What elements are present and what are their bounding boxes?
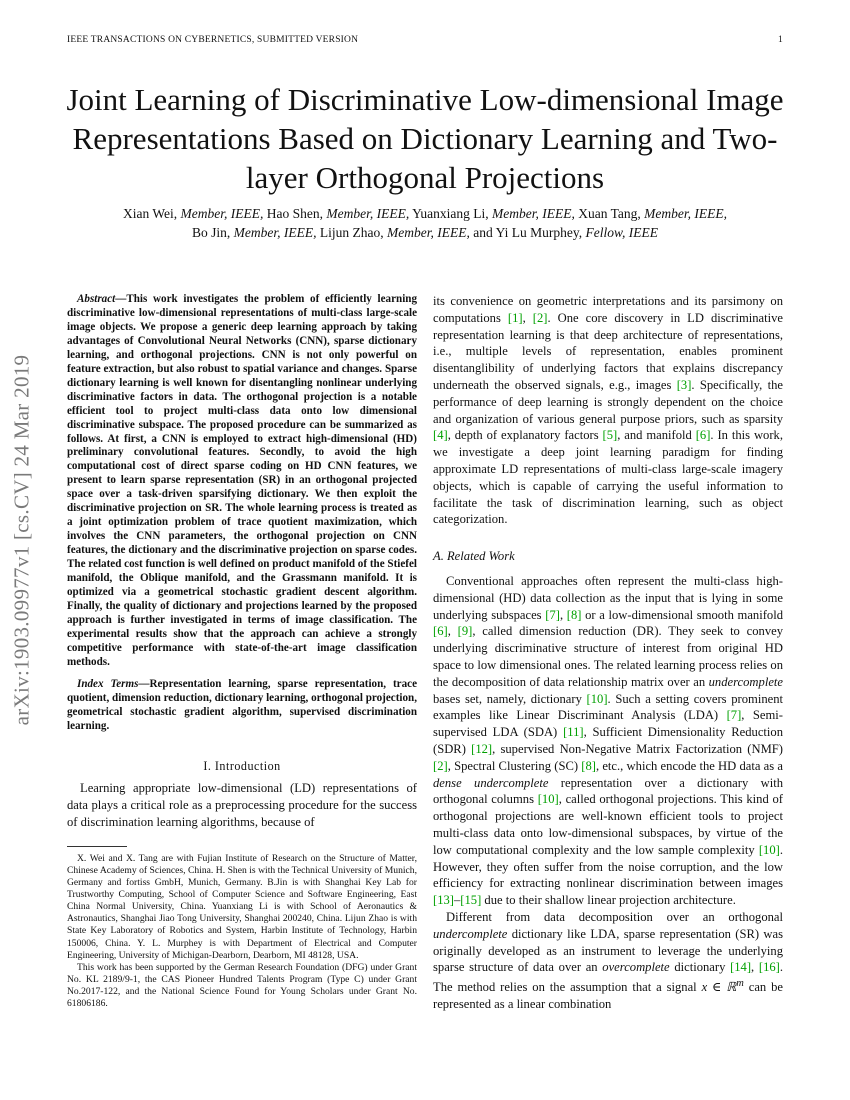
text-run: . One core discovery in LD discriminative representation learning is that deep architecture of representations, i.e., multiple levels of representation, enables prominent disentanglibility of underlying factors that explains discrepancy underneath the observed signals, e.g., images bbox=[433, 310, 784, 392]
author-name: Hao Shen, bbox=[266, 206, 323, 221]
citation-link[interactable]: [8] bbox=[566, 607, 582, 622]
author-affiliation: Member, IEEE, bbox=[326, 206, 410, 221]
citation-link[interactable]: [2] bbox=[532, 310, 548, 325]
index-terms-label: Index Terms bbox=[77, 677, 139, 690]
journal-header: IEEE TRANSACTIONS ON CYBERNETICS, SUBMITTED VERSION bbox=[67, 35, 359, 45]
index-terms-text: —Representation learning, sparse representation, trace quotient, dimension reduction, dictionary learning, orthogonal projection, geometrical stochastic gradient algorithm, supervised discrimination learning. bbox=[67, 677, 417, 732]
text-run: representation over a dictionary with orthogonal columns bbox=[433, 775, 783, 807]
text-run: – bbox=[453, 893, 461, 908]
left-column bbox=[67, 293, 417, 1010]
citation-link[interactable]: [14] bbox=[730, 960, 752, 975]
citation-link[interactable]: [7] bbox=[726, 708, 742, 723]
emphasis: dense undercomplete bbox=[433, 775, 549, 790]
citation-link[interactable]: [11] bbox=[563, 725, 584, 740]
text-run: dictionary like LDA, sparse representation (SR) was originally developed as an instrument to leverage the underlying sparse structure of data over an bbox=[433, 926, 783, 975]
footnote-rule bbox=[67, 846, 127, 847]
author-name: Yuanxiang Li, bbox=[412, 206, 489, 221]
abstract bbox=[67, 293, 417, 670]
text-run: , and manifold bbox=[617, 428, 696, 443]
text-run: . However, they often suffer from the noise corruption, and the low efficiency for extracting nonlinear discrimination between images bbox=[433, 842, 783, 891]
text-run: Conventional approaches often represent the multi-class high-dimensional (HD) data collection as the input that is lying in some underlying subspaces bbox=[433, 574, 783, 622]
text-run: , bbox=[522, 310, 533, 325]
author-name: Xuan Tang, bbox=[578, 206, 641, 221]
text-run: or a low-dimensional smooth manifold bbox=[581, 607, 783, 622]
abstract-text: —This work investigates the problem of efficiently learning discriminative low-dimensional representations of multi-class large-scale image objects. We propose a generic deep learning approach by taking advantages of Convolutional Neural Networks (CNN), sparse dictionary learning, and orthogonal projections. CNN is not only powerful on feature extraction, but also robust to spatial variance and changes. Sparse dictionary learning is well known for disentangling nonlinear underlying discriminative factors in data. The orthogonal projection is a notable efficient tool to project multi-class data onto low dimensional discriminative subspace. The proposed procedure can be summarized as follows. At first, a CNN is employed to extract high-dimensional (HD) preliminary convolutional features. Secondly, to avoid the high computational cost of direct sparse coding on HD CNN features, we present to learn sparse representation (SR) in an orthogonal projected space over a task-driven sparsifying dictionary. We then exploit the discriminative projection on SR. The whole learning process is treated as a joint optimization problem of trace quotient maximization, which involves the CNN parameters, the orthogonal projection on CNN features, the dictionary and the discriminative projection on sparse codes. The related cost function is well defined on product manifold of the Stiefel manifold, the Oblique manifold, and the Grassmann manifold. It is optimized via a geometrical stochastic gradient descent algorithm. Finally, the quality of dictionary and projections learned by the proposed approach is further investigated in terms of image classification. The experimental results show that the approach can achieve a strongly competitive performance with state-of-the-art image classification methods. bbox=[67, 293, 417, 668]
intro-paragraph: Learning appropriate low-dimensional (LD) representations of data plays a critical role as a preprocessing procedure for the success of discrimination learning algorithms, because of bbox=[67, 781, 417, 830]
text-run: , called dimension reduction (DR). They seek to convey underlying discriminative structure of interest from original HD space to low dimensional ones. The related learning process relies on the decomposition of data relationship matrix over an bbox=[433, 624, 784, 689]
right-column bbox=[433, 293, 783, 1013]
author-affiliation: Member, IEEE, bbox=[491, 206, 575, 221]
arxiv-sidebar-stamp bbox=[7, 290, 37, 790]
body-paragraph bbox=[433, 909, 783, 1013]
citation-link[interactable]: [3] bbox=[676, 377, 692, 392]
footnote-affiliations: X. Wei and X. Tang are with Fujian Institute of Research on the Structure of Matter, Chinese Academy of Sciences, China. H. Shen is with the Technical University of Munich, Germany and fortiss GmbH, Munich, Germany. B.Jin is with Shanghai Key Lab for Trustworthy Computing, School of Computer Science and Software Engineering, East China Normal University, China. Yuanxiang Li is with School of Aeronautics & Astronautics, Shanghai Jiao Tong University, Shanghai 200240, China. Lijun Zhao is with State Key Laboratory of Robotics and System, Harbin Institute of Technology, Harbin 150006, China. Y. L. Murphey is with Department of Electrical and Computer Engineering, University of Michigan-Dearborn, Dearborn, MI 48128, USA. bbox=[67, 852, 417, 961]
citation-link[interactable]: [2] bbox=[433, 758, 448, 773]
text-run: , supervised Non-Negative Matrix Factorization (NMF) bbox=[492, 742, 783, 757]
author-affiliation: Fellow, IEEE bbox=[585, 225, 658, 240]
author-list bbox=[60, 204, 790, 242]
body-paragraph bbox=[433, 573, 783, 909]
citation-link[interactable]: [16] bbox=[758, 960, 780, 975]
text-run: . The method relies on the assumption that a signal bbox=[433, 960, 784, 995]
text-run: can be represented as a linear combination bbox=[433, 980, 783, 1012]
text-run: , called orthogonal projections. This kind of orthogonal projections are well-known efficient tools to project multi-class data onto low-dimensional subspaces, by virtue of the low computational complexity and the low sample complexity bbox=[433, 792, 783, 857]
citation-link[interactable]: [9] bbox=[457, 624, 473, 639]
text-run: , Semi-supervised LDA (SDA) bbox=[433, 708, 783, 740]
text-run: . Such a setting covers prominent examples like Linear Discriminant Analysis (LDA) bbox=[433, 691, 783, 723]
text-run: , Spectral Clustering (SC) bbox=[447, 758, 582, 773]
citation-link[interactable]: [7] bbox=[545, 607, 560, 622]
author-affiliation: Member, IEEE, bbox=[387, 225, 470, 240]
citation-link[interactable]: [6] bbox=[433, 624, 448, 639]
text-run: due to their shallow linear projection architecture. bbox=[481, 893, 736, 908]
author-name: Xian Wei, bbox=[122, 206, 178, 221]
citation-link[interactable]: [5] bbox=[602, 428, 618, 443]
text-run: . Specifically, the performance of deep learning is strongly dependent on the choice and organization of various general purpose priors, such as sparsity bbox=[433, 377, 783, 426]
index-terms bbox=[67, 678, 417, 734]
math-superscript: m bbox=[736, 978, 744, 990]
text-run: bases set, namely, dictionary bbox=[433, 691, 587, 706]
text-run: , depth of explanatory factors bbox=[447, 428, 603, 443]
citation-link[interactable]: [1] bbox=[507, 310, 523, 325]
citation-link[interactable]: [10] bbox=[758, 842, 780, 857]
citation-link[interactable]: [15] bbox=[460, 893, 482, 908]
text-run: , etc., which encode the HD data as a bbox=[595, 758, 783, 773]
text-run: , bbox=[447, 624, 458, 639]
author-name: Lijun Zhao, bbox=[319, 225, 384, 240]
author-name: Bo Jin, bbox=[192, 225, 231, 240]
arxiv-identifier: arXiv:1903.09977v1 [cs.CV] 24 Mar 2019 bbox=[9, 354, 34, 726]
math-expression: x ∈ ℝ bbox=[701, 980, 737, 995]
subsection-heading-related-work: A. Related Work bbox=[433, 549, 515, 564]
text-run: its convenience on geometric interpretations and its parsimony on computations bbox=[433, 294, 783, 325]
text-run: , bbox=[559, 607, 567, 622]
text-run: , Sufficient Dimensionality Reduction (SDR) bbox=[433, 725, 784, 757]
author-affiliation: Member, IEEE, bbox=[180, 206, 264, 221]
citation-link[interactable]: [8] bbox=[581, 758, 596, 773]
emphasis: undercomplete bbox=[708, 674, 783, 689]
citation-link[interactable]: [4] bbox=[433, 428, 448, 443]
author-name: and Yi Lu Murphey, bbox=[473, 225, 583, 240]
body-paragraph bbox=[433, 293, 783, 528]
citation-link[interactable]: [10] bbox=[586, 691, 608, 706]
author-affiliation: Member, IEEE, bbox=[233, 225, 317, 240]
footnote-funding: This work has been supported by the German Research Foundation (DFG) under Grant No. KL 2189/9-1, the CAS Pioneer Hundred Talents Program (Type C) under Grant No.2017-122, and the National Science Found for Young Scholars under Grant No. 61806186. bbox=[67, 961, 417, 1009]
citation-link[interactable]: [6] bbox=[695, 428, 711, 443]
abstract-label: Abstract bbox=[77, 293, 116, 305]
emphasis: undercomplete bbox=[433, 926, 508, 941]
emphasis: overcomplete bbox=[602, 960, 670, 975]
page-number: 1 bbox=[778, 35, 783, 45]
author-affiliation: Member, IEEE, bbox=[644, 206, 727, 221]
section-heading-introduction: I. Introduction bbox=[203, 758, 281, 773]
text-run: . In this work, we investigate a deep joint learning paradigm for finding approximate LD representations of multi-class large-scale imagery objects, which is capable of carrying the useful information to facilitate the task of discrimination learning, such as object categorization. bbox=[433, 428, 783, 527]
citation-link[interactable]: [12] bbox=[471, 742, 493, 757]
text-run: dictionary bbox=[669, 960, 731, 975]
citation-link[interactable]: [13] bbox=[433, 893, 454, 908]
text-run: Different from data decomposition over an orthogonal bbox=[446, 910, 783, 924]
text-run: , bbox=[751, 960, 759, 975]
paper-title: Joint Learning of Discriminative Low-dimensional Image Representations Based on Dictionary Learning and Two-layer Orthogonal Projections bbox=[66, 82, 784, 195]
citation-link[interactable]: [10] bbox=[537, 792, 559, 807]
